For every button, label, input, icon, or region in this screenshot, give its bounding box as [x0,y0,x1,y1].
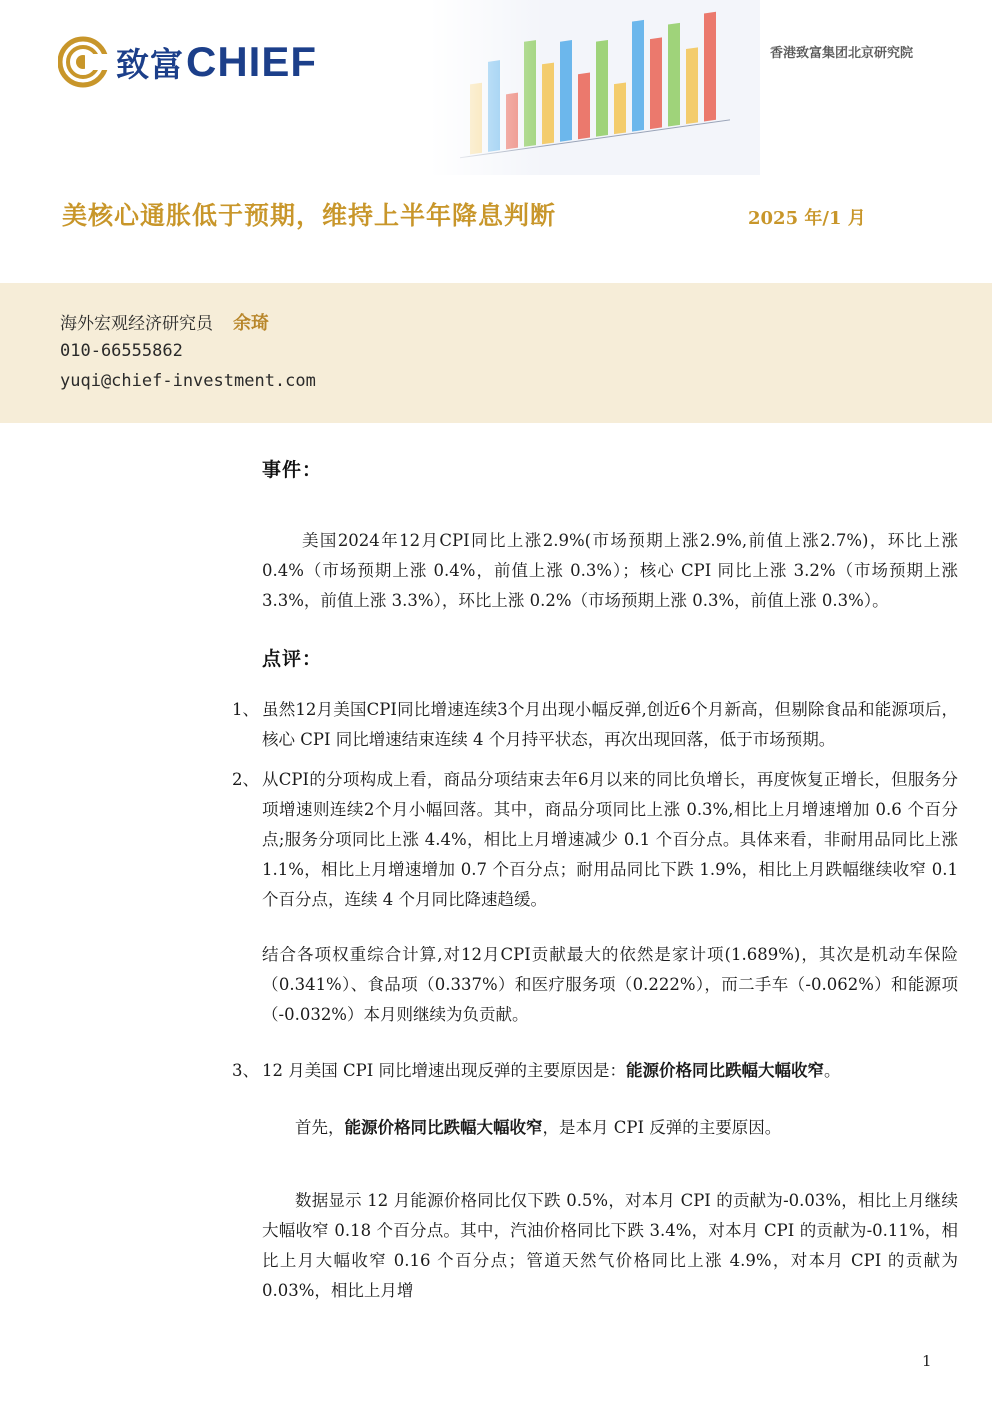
report-header [0,0,992,282]
review-item-1-text: 虽然12月美国CPI同比增速连续3个月出现小幅反弹,创近6个月新高，但剔除食品和能源项后，核心 CPI 同比增速结束连续 4 个月持平状态，再次出现回落，低于市场预期。 [262,700,958,749]
review-item-3-end: 。 [823,1061,841,1080]
logo-english-name: CHIEF [186,38,317,85]
analyst-info-band [0,283,992,423]
decorative-bar-chart-image [430,0,760,175]
review-item-3-paragraph-2: 数据显示 12 月能源价格同比仅下跌 0.5%，对本月 CPI 的贡献为-0.03%，相比上月继续大幅收窄 0.18 个百分点。其中，汽油价格同比下跌 3.4%，对本月 CPI 的贡献为-0.11%，相比上月大幅收窄 0.16 个百分点；管道天然气价格同比上涨 4.9%，对本月 CPI 的贡献为 0.03%，相比上月增 [262,1190,958,1300]
institute-name: 香港致富集团北京研究院 [770,46,914,61]
review-item-3-paragraph-1 [262,1113,958,1143]
review-heading: 点评： [262,648,323,670]
review-item-2 [198,765,958,915]
analyst-name: 余琦 [233,313,269,334]
report-date: 2025 年/1 月 [748,208,866,229]
review-item-3-lead: 12 月美国 CPI 同比增速出现反弹的主要原因是： [262,1061,626,1080]
analyst-phone: 010-66555862 [60,341,183,361]
analyst-email[interactable]: yuqi@chief-investment.com [60,371,316,391]
paragraph-emphasis: 能源价格同比跌幅大幅收窄 [344,1117,543,1137]
review-item-3 [198,1056,958,1086]
review-item-2-text: 从CPI的分项构成上看，商品分项结束去年6月以来的同比负增长，再度恢复正增长，但服务分项增速则连续2个月小幅回落。其中，商品分项同比上涨 0.3%,相比上月增速增加 0.6 个百分点;服务分项同比上涨 4.4%，相比上月增速减少 0.1 个百分点。具体来看，非耐用品同比上涨 1.1%，相比上月增速增加 0.7 个百分点；耐用品同比下跌 1.9%，相比上月跌幅继续收窄 0.1 个百分点，连续 4 个月同比降速趋缓。 [262,770,958,909]
analyst-role: 海外宏观经济研究员 [60,314,213,334]
review-item-2-contribution: 结合各项权重综合计算,对12月CPI贡献最大的依然是家计项(1.689%)，其次是机动车保险（0.341%）、食品项（0.337%）和医疗服务项（0.222%），而二手车（-0.062%）和能源项（-0.032%）本月则继续为负贡献。 [262,944,958,1024]
report-body [232,455,958,1322]
list-number: 1、 [232,700,259,719]
paragraph-lead: 首先， [295,1117,345,1137]
event-heading: 事件： [262,459,323,481]
list-number: 2、 [232,770,259,789]
review-item-1 [198,695,958,755]
logo-chinese-name: 致富 [116,44,184,84]
company-logo [58,36,317,88]
review-item-3-text [262,1056,958,1086]
report-title: 美核心通胀低于预期，维持上半年降息判断 [62,201,557,230]
page-number: 1 [922,1352,932,1370]
event-paragraph: 美国2024年12月CPI同比上涨2.9%(市场预期上涨2.9%,前值上涨2.7%)，环比上涨 0.4%（市场预期上涨 0.4%，前值上涨 0.3%）；核心 CPI 同比上涨 3.2%（市场预期上涨 3.3%，前值上涨 3.3%），环比上涨 0.2%（市场预期上涨 0.3%，前值上涨 0.3%）。 [262,531,958,610]
analyst-role-line [60,309,269,335]
list-number: 3、 [232,1061,259,1080]
paragraph-end: ，是本月 CPI 反弹的主要原因。 [542,1117,782,1137]
logo-emblem-icon [58,36,108,88]
review-item-3-emphasis: 能源价格同比跌幅大幅收窄 [625,1061,824,1080]
